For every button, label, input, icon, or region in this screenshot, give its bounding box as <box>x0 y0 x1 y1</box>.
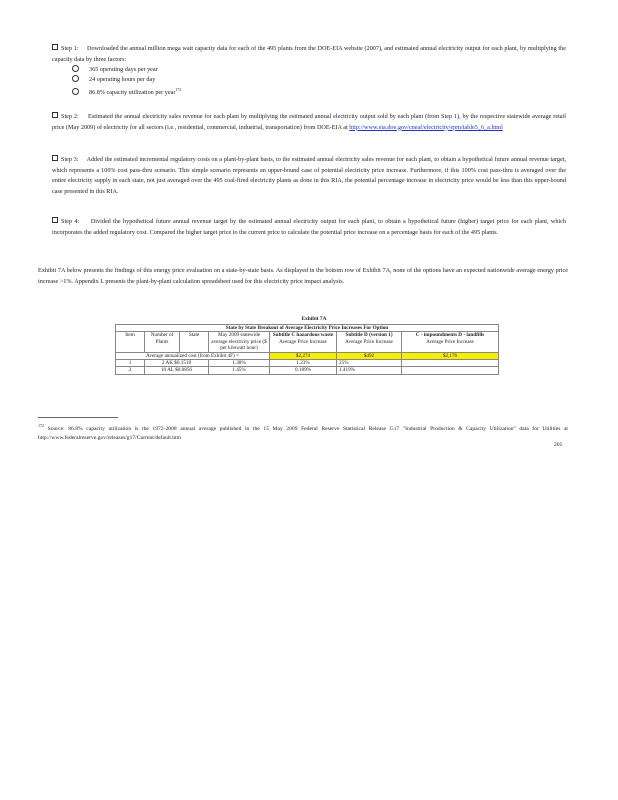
annualized-cost-cd: $2,176 <box>402 352 499 359</box>
annualized-cost-c: $2,274 <box>270 352 337 359</box>
step-3 <box>52 155 566 197</box>
checkbox-icon <box>52 217 58 223</box>
footnote-ref: 172 <box>175 86 182 92</box>
footnote <box>38 421 568 443</box>
footnote-text: Source: 86.8% capacity utilization is the 1972-2008 annual average published in the 15 May 2009 Federal Reserve Statistical Release G17 "Industrial Production & Capacity Utilization" data for Utilities at http://www.federalreserve.gov/releases/g17/Current/default.htm <box>38 426 568 441</box>
step-2 <box>52 112 566 133</box>
factor-item: 24 operating hours per day <box>72 75 566 85</box>
col-c-impoundments: C - impoundments D - landfills Average Price Increase <box>402 332 499 352</box>
factor-list <box>52 65 566 97</box>
step-1 <box>52 44 566 97</box>
annualized-cost-d: $492 <box>337 352 402 359</box>
col-state: State <box>180 332 209 352</box>
eia-price-link[interactable]: http://www.eia.doe.gov/cneaf/electricity/epm/table5_6_a.html <box>349 123 503 131</box>
table-row: 2 10 AL $0.0856 1.45% 0.189% 1.419% <box>116 367 499 374</box>
col-may-price: May 2009 statewide average electricity price ($ per kilowatt hour) <box>209 332 270 352</box>
step-2-label: Step 2: <box>61 113 79 120</box>
footnote-number: 172 <box>38 423 44 428</box>
footnote-rule <box>38 417 118 418</box>
step-4-text: Divided the hypothetical future annual revenue target by the estimated annual electricity output for each plant, to obtain a hypothetical future (higher) target price for each plant, which incorporates the added regulatory cost. Compared the higher target price to the current price to calculate the potential price increase on a percentage basis for each of the 495 plants. <box>52 218 566 236</box>
annualized-cost-label: Average annualized cost (from Exhibit 4F) = <box>116 352 270 359</box>
exhibit-table <box>115 324 499 375</box>
checkbox-icon <box>52 44 58 50</box>
step-2-text: Estimated the annual electricity sales revenue for each plant by multiplying the estimated annual electricity output sold by each plant (from Step 1), by the respective statewide average retail price (May 2009) of electricity for all sectors (i.e., residential, commercial, industrial, transportation) from DOE-EIA at <box>52 113 566 131</box>
circle-bullet-icon <box>72 65 79 72</box>
checkbox-icon <box>52 155 58 161</box>
col-item: Item <box>116 332 145 352</box>
factor-item: 86.8% capacity utilization per year$^{172}$ <box>72 85 566 98</box>
exhibit-subtitle: State by State Breakout of Average Electricity Price Increases For Option <box>116 325 499 332</box>
step-3-text: Added the estimated incremental regulatory costs on a plant-by-plant basis, to the estimated annual electricity sales revenue for each plant, to obtain a hypothetical future annual revenue target, which represents a 100% cost pass-thru scenario. This simple scenario represents an upper-bound case of potential electricity price increase. Furthermore, if this 100% cost pass-thru is averaged over the entire electricity supply in each state, not just averaged over the 495 coal-fired electricity plants as done in this RIA, the potential percentage increase in electricity price would be less than this upper-bound case presented in this RIA. <box>52 156 566 195</box>
exhibit-title: Exhibit 7A <box>301 316 327 322</box>
col-num-plants: Number of Plants <box>145 332 180 352</box>
col-subtitle-d: Subtitle D (version 1) Average Price Increase <box>337 332 402 352</box>
page-number: 205 <box>554 442 563 448</box>
table-row: 1 2 AK $0.1518 1.30% 1.23% 25% <box>116 360 499 367</box>
step-4 <box>52 217 566 238</box>
step-1-label: Step 1: <box>61 45 79 52</box>
circle-bullet-icon <box>72 75 79 82</box>
circle-bullet-icon <box>72 88 79 95</box>
step-3-label: Step 3: <box>61 156 79 163</box>
step-4-label: Step 4: <box>61 218 80 225</box>
step-1-text: Downloaded the annual million mega watt capacity data for each of the 495 plants from the DOE-EIA website (2007), and estimated annual electricity output for each plant, by multiplying the capacity data by three factors: <box>52 45 566 63</box>
exhibit-intro-paragraph: Exhibit 7A below presents the findings of this energy price evaluation on a state-by-state basis. As displayed in the bottom row of Exhibit 7A, none of the options have an expected nationwide average energy price increase >1%. Appendix L presents the plant-by-plant calculation spreadsheet used for this electricity price impact analysis. <box>38 267 568 285</box>
col-subtitle-c: Subtitle C hazardous waste Average Price Increase <box>270 332 337 352</box>
checkbox-icon <box>52 112 58 118</box>
factor-item: 365 operating days per year <box>72 65 566 75</box>
